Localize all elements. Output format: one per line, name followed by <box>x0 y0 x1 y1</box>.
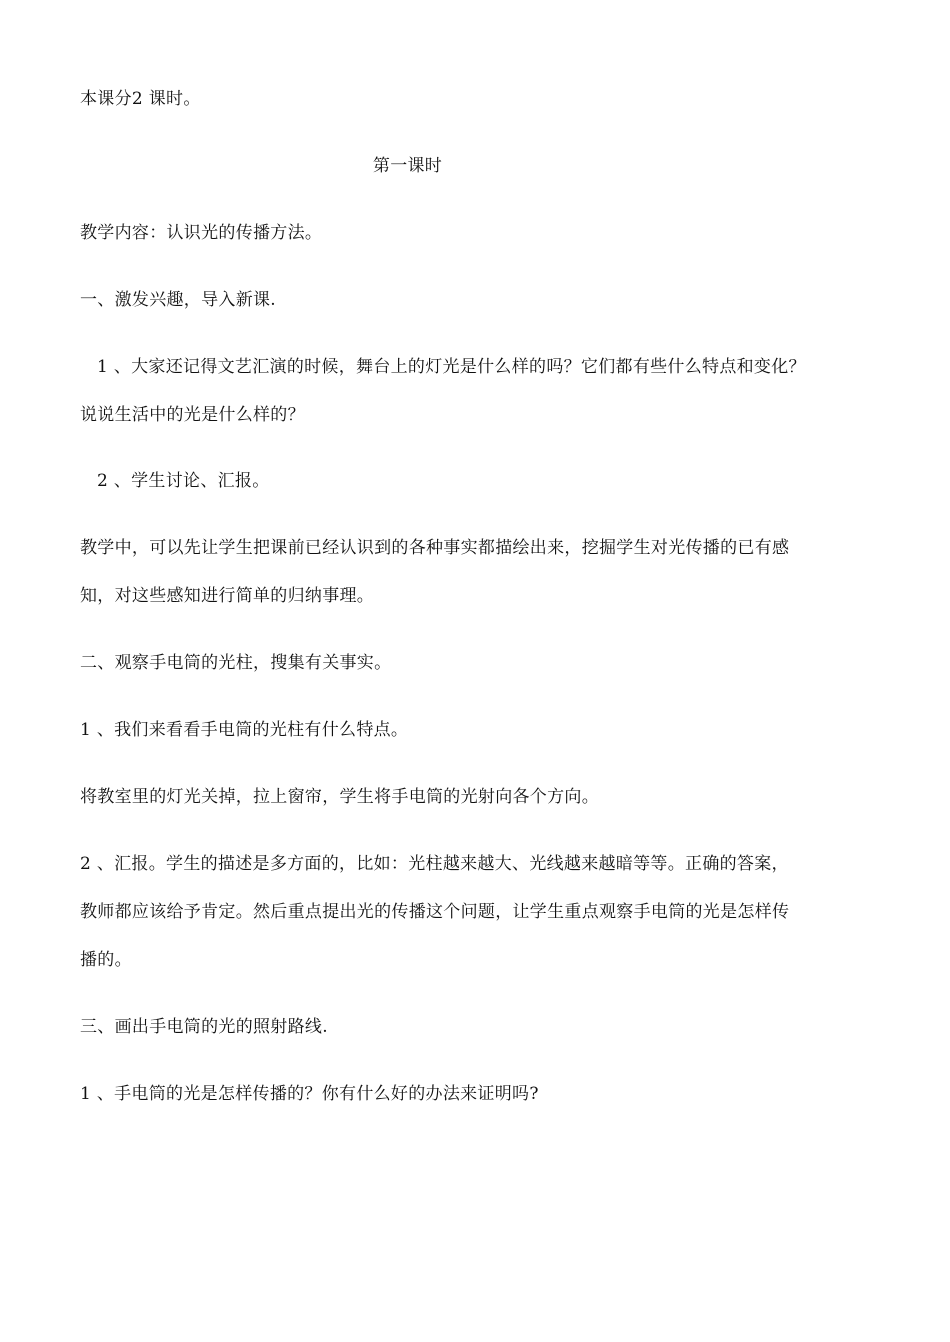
heading-two: 二、观察手电筒的光柱，搜集有关事实。 <box>80 653 392 673</box>
paragraph-2-2-line2: 教师都应该给予肯定。然后重点提出光的传播这个问题，让学生重点观察手电筒的光是怎样传 <box>80 902 790 922</box>
paragraph-2-instruction: 将教室里的灯光关掉，拉上窗帘，学生将手电筒的光射向各个方向。 <box>80 787 599 807</box>
paragraph-note-line1: 教学中，可以先让学生把课前已经认识到的各种事实都描绘出来，挖掘学生对光传播的已有感 <box>80 538 790 558</box>
paragraph-1-2: 2 、学生讨论、汇报。 <box>97 471 270 491</box>
paragraph-note-line2: 知，对这些感知进行简单的归纳事理。 <box>80 586 375 606</box>
paragraph-2-2-line3: 播的。 <box>80 950 132 970</box>
paragraph-1-1-line1: 1 、大家还记得文艺汇演的时候，舞台上的灯光是什么样的吗？它们都有些什么特点和变化？ <box>97 357 806 377</box>
teaching-content: 教学内容：认识光的传播方法。 <box>80 223 323 243</box>
paragraph-2-1: 1 、我们来看看手电筒的光柱有什么特点。 <box>80 720 409 740</box>
heading-one: 一、激发兴趣，导入新课. <box>80 290 277 310</box>
paragraph-3-1: 1 、手电筒的光是怎样传播的？你有什么好的办法来证明吗? <box>80 1084 539 1104</box>
paragraph-1-1-line2: 说说生活中的光是什么样的？ <box>80 405 305 425</box>
lesson-count: 本课分2 课时。 <box>80 89 201 109</box>
heading-three: 三、画出手电筒的光的照射路线. <box>80 1017 328 1037</box>
section-title: 第一课时 <box>372 156 443 176</box>
paragraph-2-2-line1: 2 、汇报。学生的描述是多方面的，比如：光柱越来越大、光线越来越暗等等。正确的答案， <box>80 854 789 874</box>
